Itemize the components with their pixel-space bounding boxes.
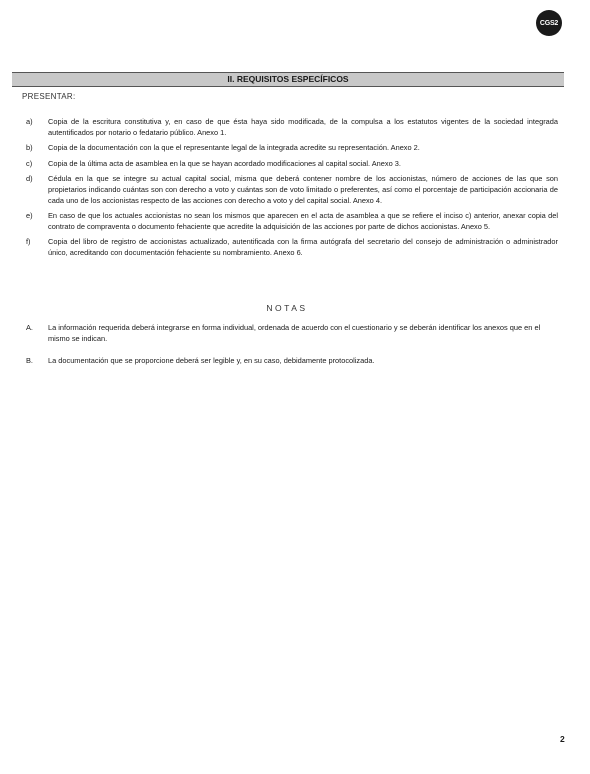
requirement-item [26, 143, 558, 154]
requirement-item [26, 237, 558, 258]
requirement-item [26, 159, 558, 170]
requirement-text: Copia de la documentación con la que el representante legal de la integrada acredite su representación. Anexo 2. [48, 143, 420, 153]
cgs2-badge: CGS2 [536, 10, 562, 36]
note-text: La documentación que se proporcione deberá ser legible y, en su caso, debidamente protocolizada. [48, 356, 375, 366]
requirement-text: En caso de que los actuales accionistas no sean los mismos que aparecen en el acta de asamblea a que se refiere el inciso c) anterior, anexar copia del contrato de compraventa o documento fehaciente que acredite la adquisición de las acciones por parte de dichos accionistas. Anexo 5. [48, 211, 558, 231]
requirement-text: Copia de la escritura constitutiva y, en caso de que ésta haya sido modificada, de la compulsa a los estatutos vigentes de la sociedad integrada autentificados por notario o fedatario público. Anexo 1. [48, 117, 558, 137]
requirement-letter: e) [26, 211, 33, 221]
requirement-letter: f) [26, 237, 31, 247]
presentar-label: PRESENTAR: [22, 92, 76, 101]
requirement-letter: a) [26, 117, 33, 126]
notas-title: NOTAS [266, 303, 308, 313]
requirement-text: Copia del libro de registro de accionistas actualizado, autentificada con la firma autógrafa del secretario del consejo de administración o administrador único, acreditando con documentación fehaciente su nombramiento. Anexo 6. [48, 237, 558, 257]
note-item [26, 356, 558, 367]
requirement-letter: c) [26, 158, 33, 168]
requirement-letter: d) [26, 174, 33, 184]
requirement-item [26, 117, 558, 138]
note-item [26, 323, 558, 344]
requirement-item [26, 211, 558, 232]
page-number: 2 [560, 734, 565, 744]
requirement-letter: b) [26, 143, 33, 153]
note-text: La información requerida deberá integrarse en forma individual, ordenada de acuerdo con el cuestionario y se deberán identificar los anexos que en el mismo se indican. [48, 323, 541, 343]
requirement-text: Copia de la última acta de asamblea en la que se hayan acordado modificaciones al capital social. Anexo 3. [48, 158, 401, 168]
notes-list [26, 323, 558, 379]
requirement-item [26, 174, 558, 206]
note-letter: B. [26, 356, 33, 366]
requirement-text: Cédula en la que se integre su actual capital social, misma que deberá contener nombre de los accionistas, número de acciones de las que son propietarios indicando cuántas son con derecho a voto y cuántas son de voto limitado o preferentes, así como el porcentaje de participación accionaria de cada uno de los accionistas respecto de las acciones con derecho a voto y del capital social. Anexo 4. [48, 174, 558, 205]
note-letter: A. [26, 323, 33, 332]
section-header: II. REQUISITOS ESPECÍFICOS [12, 72, 564, 87]
requirements-list [26, 117, 558, 264]
